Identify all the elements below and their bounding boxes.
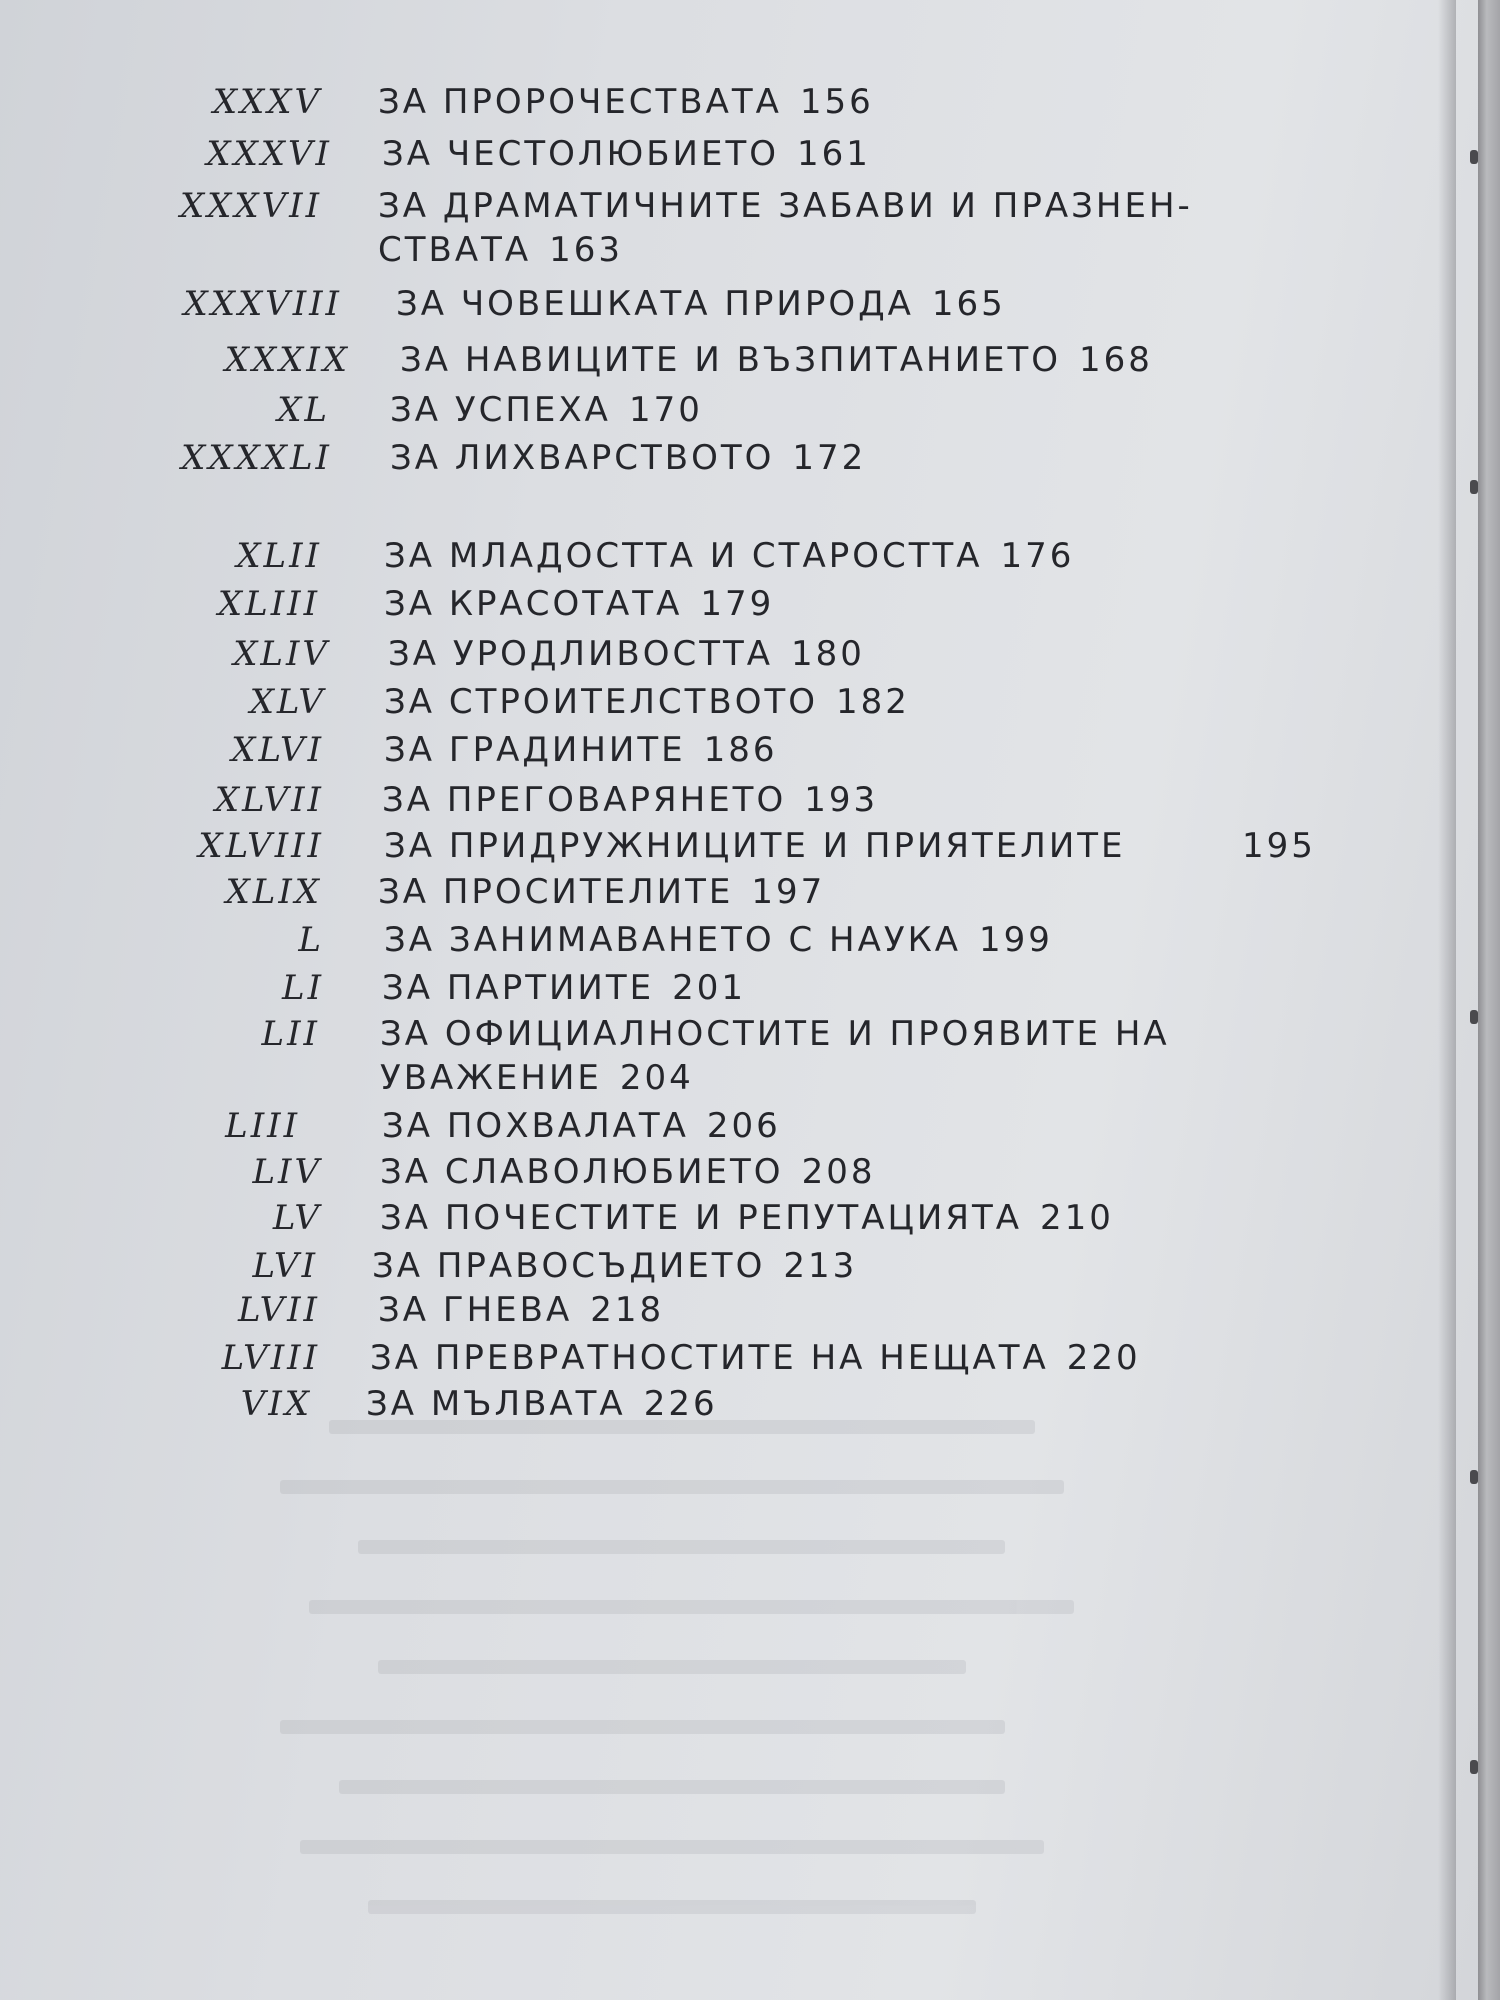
toc-entry [0,1290,1400,1336]
chapter-number: XXXIX [224,340,350,380]
chapter-number: L [298,920,324,960]
toc-entry [0,1338,1400,1384]
binding-stitch [1470,1470,1478,1484]
page-number: 204 [619,1058,694,1098]
toc-line [382,780,878,820]
chapter-number: XL [277,390,330,430]
toc-line [378,1290,664,1330]
toc-entry [0,1246,1400,1292]
toc-entry [0,634,1400,680]
chapter-title: ЗА СЛАВОЛЮБИЕТО [380,1152,784,1192]
toc-entry [0,872,1400,918]
chapter-number: LIV [252,1152,322,1192]
toc-entry [0,1106,1400,1152]
toc-line [366,1384,718,1424]
chapter-title: ЗА ПОХВАЛАТА [382,1106,689,1146]
toc-line [384,584,774,624]
chapter-number: VIX [240,1384,312,1424]
chapter-title: ЗА СТРОИТЕЛСТВОТО [384,682,819,722]
toc-line [384,536,1074,576]
chapter-number: XXXXLI [181,438,332,478]
page-number: 208 [801,1152,876,1192]
show-through-text [280,1420,1260,1960]
toc-entry [0,390,1400,436]
chapter-number: XLVI [231,730,324,770]
chapter-number: XXXVII [179,186,322,226]
chapter-number: LI [281,968,324,1008]
chapter-title: ЗА ОФИЦИАЛНОСТИТЕ И ПРОЯВИТЕ НА [380,1014,1170,1054]
binding-stitch [1470,1010,1478,1024]
toc-entry [0,1198,1400,1244]
chapter-title: ЗА ПРОРОЧЕСТВАТА [378,82,782,122]
chapter-number: XLV [249,682,326,722]
page-number: 186 [703,730,778,770]
binding-stitch [1470,480,1478,494]
chapter-title: ЗА ДРАМАТИЧНИТЕ ЗАБАВИ И ПРАЗНЕН- [378,186,1193,226]
toc-line [382,1106,781,1146]
page-number: 180 [791,634,865,674]
page-number: 156 [799,82,874,122]
toc-line [390,438,866,478]
chapter-number: LVII [238,1290,320,1330]
toc-line [396,284,1006,324]
toc-entry [0,584,1400,630]
page-number: 201 [672,968,746,1008]
chapter-number: XLVIII [198,826,324,866]
chapter-number: XLIV [233,634,330,674]
toc-entry [0,438,1400,484]
toc-line [380,1014,1170,1098]
page-number: 182 [836,682,910,722]
toc-line [384,920,1053,960]
chapter-number: LII [261,1014,320,1054]
chapter-number: XLIII [217,584,320,624]
chapter-title: ЗА ГРАДИНИТЕ [384,730,686,770]
page-number: 170 [628,390,703,430]
page-number: 220 [1066,1338,1141,1378]
toc-continuation [380,1058,694,1098]
toc-entry [0,682,1400,728]
toc-line [378,186,1193,270]
page-number: 199 [978,920,1053,960]
toc-entry [0,1384,1400,1430]
chapter-number: XXXVIII [183,284,342,324]
toc-line [380,1152,875,1192]
chapter-number: XLIX [225,872,322,912]
page-number: 206 [706,1106,781,1146]
toc-line [384,730,778,770]
toc-line [378,872,825,912]
toc-line [388,634,865,674]
binding-stitch [1470,150,1478,164]
page-number: 172 [792,438,867,478]
toc-line [380,1198,1114,1238]
chapter-title: ЗА ЧОВЕШКАТА ПРИРОДА [396,284,914,324]
page-number: 163 [549,230,624,270]
chapter-number: XLVII [214,780,324,820]
chapter-title: ЗА УРОДЛИВОСТТА [388,634,774,674]
chapter-title: ЗА ЗАНИМАВАНЕТО С НАУКА [384,920,961,960]
chapter-number: LV [272,1198,322,1238]
page-number: 197 [751,872,826,912]
toc-line [372,1246,857,1286]
page-number: 176 [1000,536,1075,576]
toc-entry [0,536,1400,582]
toc-line [384,682,910,722]
toc-line [390,390,703,430]
chapter-title: ЗА ПРЕГОВАРЯНЕТО [382,780,787,820]
chapter-number: XXXV [212,82,322,122]
toc-entry [0,82,1400,128]
toc-entry [0,826,1400,872]
chapter-title: ЗА ЛИХВАРСТВОТО [390,438,775,478]
chapter-title: ЗА МЛАДОСТТА И СТАРОСТТА [384,536,983,576]
chapter-title: ЗА ЧЕСТОЛЮБИЕТО [382,134,779,174]
toc-entry [0,920,1400,966]
toc-entry [0,340,1400,386]
toc-entry [0,284,1400,330]
toc-entry [0,1014,1400,1106]
chapter-title: ЗА НАВИЦИТЕ И ВЪЗПИТАНИЕТО [400,340,1062,380]
chapter-title: ЗА ПАРТИИТЕ [382,968,655,1008]
book-binding [1478,0,1500,2000]
chapter-number: LIII [225,1106,300,1146]
toc-line [382,134,871,174]
chapter-title-continuation: УВАЖЕНИЕ [380,1058,602,1098]
page-number: 165 [931,284,1006,324]
chapter-title: ЗА МЪЛВАТА [366,1384,626,1424]
chapter-number: XLII [236,536,322,576]
toc-line [370,1338,1141,1378]
chapter-title: ЗА КРАСОТАТА [384,584,683,624]
page-number: 218 [590,1290,665,1330]
page-number: 226 [643,1384,718,1424]
toc-line [400,340,1153,380]
page-number: 168 [1079,340,1153,380]
toc-line [384,826,1316,866]
toc-entry [0,730,1400,776]
chapter-title: ЗА ГНЕВА [378,1290,573,1330]
page-edge-shadow [1438,0,1456,2000]
chapter-title: ЗА ПРИДРУЖНИЦИТЕ И ПРИЯТЕЛИТЕ [384,826,1126,866]
page-number: 210 [1040,1198,1114,1238]
chapter-title: ЗА ПРОСИТЕЛИТЕ [378,872,734,912]
chapter-number: LVI [252,1246,318,1286]
chapter-title: ЗА УСПЕХА [390,390,611,430]
page-number: 213 [783,1246,858,1286]
chapter-title: ЗА ПОЧЕСТИТЕ И РЕПУТАЦИЯТА [380,1198,1023,1238]
toc-line [382,968,746,1008]
page-number: 179 [700,584,775,624]
chapter-title-continuation: СТВАТА [378,230,532,270]
toc-entry [0,968,1400,1014]
page-number: 195 [1242,826,1316,866]
binding-stitch [1470,1760,1478,1774]
chapter-number: LVIII [221,1338,320,1378]
chapter-title: ЗА ПРЕВРАТНОСТИТЕ НА НЕЩАТА [370,1338,1049,1378]
page-number: 193 [804,780,879,820]
toc-line [378,82,874,122]
toc-entry [0,1152,1400,1198]
page-number: 161 [796,134,871,174]
toc-continuation [378,230,623,270]
chapter-title: ЗА ПРАВОСЪДИЕТО [372,1246,766,1286]
toc-entry [0,134,1400,180]
toc-entry [0,780,1400,826]
toc-entry [0,186,1400,278]
chapter-number: XXXVI [206,134,332,174]
